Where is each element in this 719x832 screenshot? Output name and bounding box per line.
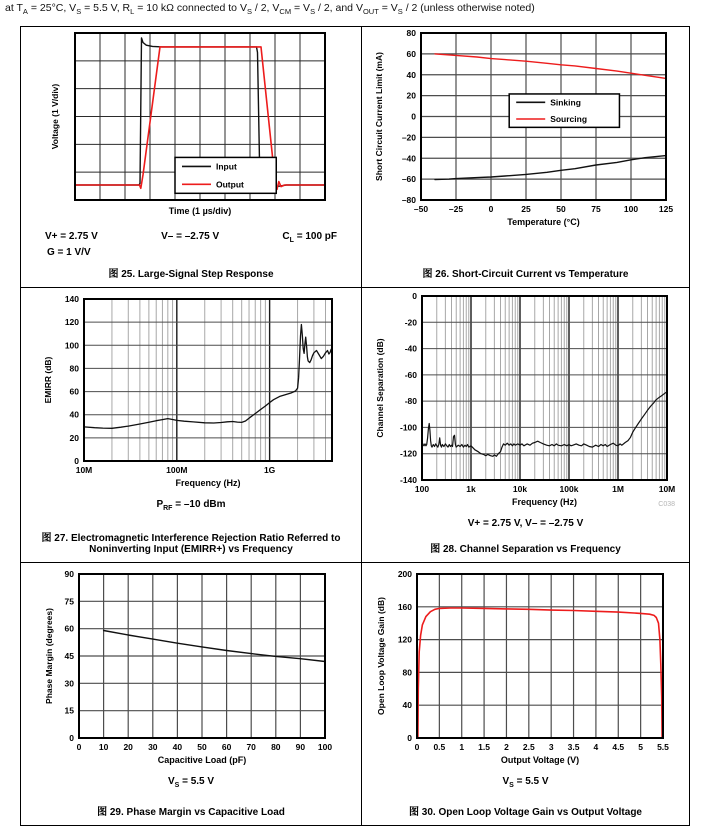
svg-text:200: 200 <box>397 569 412 579</box>
figure-25-cell <box>21 27 362 288</box>
svg-text:50: 50 <box>197 742 207 752</box>
svg-text:–25: –25 <box>448 204 463 214</box>
svg-text:10M: 10M <box>658 484 676 494</box>
svg-text:Short Circuit Current Limit (m: Short Circuit Current Limit (mA) <box>373 52 384 181</box>
svg-text:20: 20 <box>406 90 416 101</box>
svg-text:80: 80 <box>406 29 416 38</box>
svg-text:Capacitive Load (pF): Capacitive Load (pF) <box>157 755 247 765</box>
svg-text:Frequency (Hz): Frequency (Hz) <box>511 497 578 507</box>
svg-text:15: 15 <box>64 705 74 716</box>
svg-text:25: 25 <box>520 204 531 214</box>
svg-text:60: 60 <box>69 386 79 397</box>
svg-text:0: 0 <box>410 111 416 122</box>
svg-text:90: 90 <box>64 569 74 579</box>
figure-25-conditions <box>45 231 337 244</box>
svg-text:10M: 10M <box>75 465 93 475</box>
condition-v-plus: V+ = 2.75 V <box>45 231 98 242</box>
figure-27-caption: 图 27. Electromagnetic Interference Rejection Ratio Referred to Noninverting Input (EMIRR+) vs Frequency <box>41 533 341 555</box>
condition-gain: G = 1 V/V <box>47 247 91 258</box>
test-conditions-header: at $T_A = 25^\circ C$, $V_S = 5.5$ V, $R_L = 10$ kΩ connected to $V_S / 2$, $V_{CM} = V_S / 2$, and $V_{OUT} = V_S / 2$ (unless otherwise noted) <box>5 2 535 17</box>
condition-vs: $V_S = 5.5$ V <box>167 776 215 789</box>
svg-text:0: 0 <box>69 733 74 743</box>
svg-text:160: 160 <box>397 601 412 612</box>
svg-text:0: 0 <box>412 291 417 301</box>
condition-v-minus: V– = –2.75 V <box>161 231 220 242</box>
svg-text:4.5: 4.5 <box>612 742 625 752</box>
svg-text:5: 5 <box>638 742 644 752</box>
svg-text:0: 0 <box>488 204 493 214</box>
chart-svg <box>49 29 333 218</box>
svg-text:Open Loop Voltage Gain (dB): Open Loop Voltage Gain (dB) <box>376 597 386 715</box>
figure-29-chart <box>43 565 339 772</box>
svg-text:0: 0 <box>407 733 412 743</box>
svg-text:1k: 1k <box>466 484 476 494</box>
svg-text:2.5: 2.5 <box>522 742 535 752</box>
svg-text:100: 100 <box>317 742 333 752</box>
svg-text:90: 90 <box>295 742 306 752</box>
figure-30-caption: 图 30. Open Loop Voltage Gain vs Output Voltage <box>409 807 642 818</box>
svg-text:100: 100 <box>623 204 638 214</box>
svg-text:120: 120 <box>397 634 412 645</box>
svg-text:–20: –20 <box>401 132 416 143</box>
svg-text:Channel Separation (dB): Channel Separation (dB) <box>375 338 385 438</box>
svg-text:-40: -40 <box>404 343 417 354</box>
svg-text:–40: –40 <box>401 153 416 164</box>
svg-text:–80: –80 <box>401 195 416 205</box>
svg-text:3.5: 3.5 <box>567 742 580 752</box>
svg-text:–60: –60 <box>401 174 416 185</box>
svg-text:40: 40 <box>69 409 79 420</box>
svg-text:100: 100 <box>64 340 79 351</box>
figure-27-conditions <box>156 499 225 512</box>
figure-30-cell <box>362 563 689 825</box>
svg-text:-20: -20 <box>404 317 417 328</box>
figure-30-chart <box>375 565 676 772</box>
figure-27-chart <box>42 290 340 495</box>
svg-text:-80: -80 <box>404 396 417 407</box>
svg-text:3: 3 <box>548 742 554 752</box>
svg-text:0: 0 <box>76 742 82 752</box>
figure-28-cell <box>362 288 689 563</box>
svg-text:-140: -140 <box>399 475 417 485</box>
svg-text:20: 20 <box>123 742 133 752</box>
svg-text:1.5: 1.5 <box>478 742 491 752</box>
svg-text:70: 70 <box>246 742 256 752</box>
svg-text:75: 75 <box>590 204 601 214</box>
svg-text:50: 50 <box>555 204 566 214</box>
svg-text:100: 100 <box>414 484 430 494</box>
condition-prf: $P_{RF} = -10$ dBm <box>156 499 226 512</box>
chart-svg <box>42 290 340 495</box>
svg-text:45: 45 <box>64 651 74 661</box>
svg-text:Voltage (1 V/div): Voltage (1 V/div) <box>50 83 60 150</box>
svg-text:1: 1 <box>459 742 465 752</box>
figure-28-chart <box>374 290 677 514</box>
figure-25-chart <box>49 29 333 218</box>
svg-text:140: 140 <box>64 294 79 304</box>
svg-text:75: 75 <box>64 596 74 607</box>
figure-28-caption: 图 28. Channel Separation vs Frequency <box>430 544 621 555</box>
svg-text:5.5: 5.5 <box>657 742 669 752</box>
svg-text:-100: -100 <box>399 422 417 433</box>
svg-text:60: 60 <box>64 623 74 634</box>
figure-26-caption: 图 26. Short-Circuit Current vs Temperature <box>422 269 629 280</box>
svg-text:–50: –50 <box>413 204 428 214</box>
condition-cl: $C_L = 100$ pF <box>282 231 337 244</box>
svg-text:60: 60 <box>406 48 416 59</box>
svg-text:80: 80 <box>402 667 412 678</box>
svg-text:Phase Margin (degrees): Phase Margin (degrees) <box>44 608 54 704</box>
figure-29-cell <box>21 563 362 825</box>
svg-text:4: 4 <box>593 742 599 752</box>
figure-25-conditions-2 <box>43 247 339 258</box>
svg-text:Time (1 µs/div): Time (1 µs/div) <box>168 206 232 216</box>
svg-text:-120: -120 <box>399 448 417 459</box>
chart-svg <box>373 29 679 234</box>
svg-text:Sourcing: Sourcing <box>549 114 587 125</box>
svg-text:30: 30 <box>148 742 158 752</box>
svg-text:30: 30 <box>64 678 74 689</box>
svg-text:Output: Output <box>216 179 244 190</box>
figure-26-chart <box>373 29 679 234</box>
svg-text:60: 60 <box>221 742 232 752</box>
svg-text:125: 125 <box>658 204 673 214</box>
svg-text:Output Voltage (V): Output Voltage (V) <box>500 755 580 765</box>
svg-text:2: 2 <box>504 742 509 752</box>
chart-svg <box>43 565 339 772</box>
svg-text:0: 0 <box>414 742 420 752</box>
svg-text:1M: 1M <box>612 484 624 494</box>
svg-text:Temperature (°C): Temperature (°C) <box>506 217 580 227</box>
condition-supplies: V+ = 2.75 V, V– = –2.75 V <box>467 518 584 529</box>
svg-text:0: 0 <box>74 456 79 466</box>
svg-text:Input: Input <box>216 161 237 172</box>
svg-text:Sinking: Sinking <box>549 97 581 108</box>
svg-text:100M: 100M <box>166 465 188 475</box>
svg-text:40: 40 <box>406 69 416 80</box>
figure-27-cell <box>21 288 362 563</box>
svg-text:0.5: 0.5 <box>433 742 446 752</box>
svg-text:40: 40 <box>402 700 412 711</box>
figure-26-cell <box>362 27 689 288</box>
figure-29-caption: 图 29. Phase Margin vs Capacitive Load <box>97 807 285 818</box>
figures-table <box>20 26 690 826</box>
svg-text:10k: 10k <box>512 484 528 494</box>
chart-svg <box>375 565 676 772</box>
svg-text:10: 10 <box>98 742 109 752</box>
svg-text:-60: -60 <box>404 369 417 380</box>
svg-text:EMIRR (dB): EMIRR (dB) <box>43 356 53 404</box>
figure-25-caption: 图 25. Large-Signal Step Response <box>108 269 274 280</box>
svg-text:1G: 1G <box>263 465 276 475</box>
svg-text:80: 80 <box>69 363 79 374</box>
svg-text:40: 40 <box>172 742 183 752</box>
svg-text:20: 20 <box>69 432 79 443</box>
svg-text:80: 80 <box>271 742 281 752</box>
figure-28-conditions <box>468 518 584 529</box>
chart-svg <box>374 290 677 514</box>
figure-29-conditions <box>168 776 214 789</box>
svg-text:C038: C038 <box>658 501 675 508</box>
svg-text:100k: 100k <box>559 484 579 494</box>
svg-text:Frequency (Hz): Frequency (Hz) <box>175 478 241 488</box>
condition-vs: $V_S = 5.5$ V <box>502 776 549 789</box>
figure-30-conditions <box>502 776 548 789</box>
svg-text:120: 120 <box>64 317 79 328</box>
